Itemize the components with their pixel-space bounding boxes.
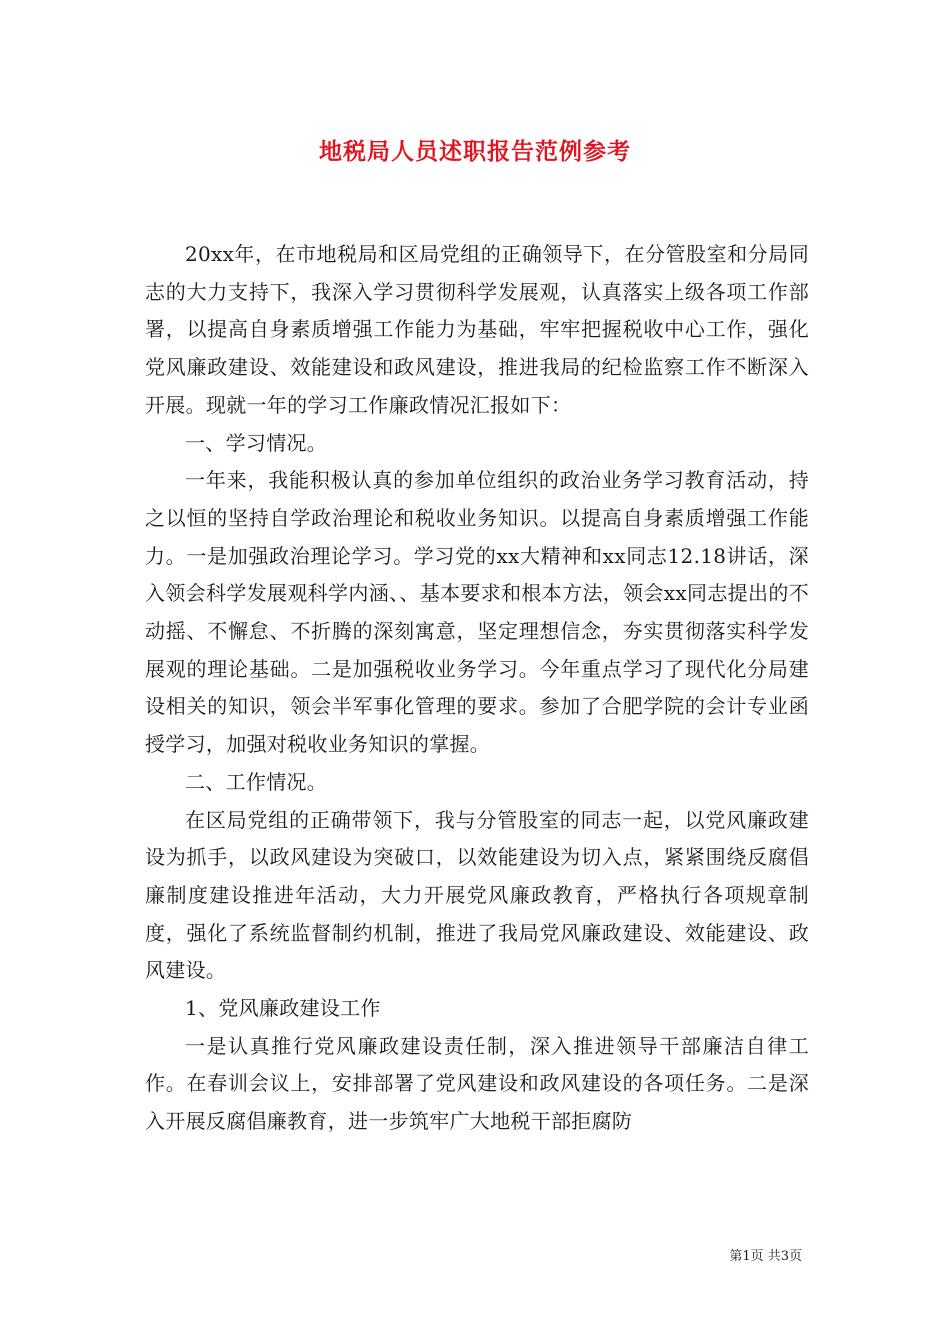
subsection-heading-integrity: 1、党风廉政建设工作 [185, 996, 381, 1021]
page-number: 第1页 共3页 [729, 1249, 802, 1264]
paragraph-work: 在区局党组的正确带领下，我与分管股室的同志一起，以党风廉政建设为抓手，以政风建设为突破口，以效能建设为切入点，紧紧围绕反腐倡廉制度建设推进年活动，大力开展党风廉政教育，严格执行各项规章制度，强化了系统监督制约机制，推进了我局党风廉政建设、效能建设、政风建设。 [145, 807, 809, 983]
section-heading-work: 二、工作情况。 [185, 769, 328, 794]
section-heading-study: 一、学习情况。 [185, 430, 328, 455]
document-title: 地税局人员述职报告范例参考 [319, 138, 631, 165]
paragraph-study: 一年来，我能积极认真的参加单位组织的政治业务学习教育活动，持之以恒的坚持自学政治理论和税收业务知识。以提高自身素质增强工作能力。一是加强政治理论学习。学习党的xx大精神和xx同志12.18讲话，深入领会科学发展观科学内涵、、基本要求和根本方法，领会xx同志提出的不动摇、不懈怠、不折腾的深刻寓意，坚定理想信念，夯实贯彻落实科学发展观的理论基础。二是加强税收业务学习。今年重点学习了现代化分局建设相关的知识，领会半军事化管理的要求。参加了合肥学院的会计专业函授学习，加强对税收业务知识的掌握。 [145, 468, 809, 757]
paragraph-intro: 20xx年，在市地税局和区局党组的正确领导下，在分管股室和分局同志的大力支持下，我深入学习贯彻科学发展观，认真落实上级各项工作部署，以提高自身素质增强工作能力为基础，牢牢把握税收中心工作，强化党风廉政建设、效能建设和政风建设，推进我局的纪检监察工作不断深入开展。现就一年的学习工作廉政情况汇报如下： [145, 242, 809, 417]
document-body [145, 236, 809, 1141]
paragraph-integrity: 一是认真推行党风廉政建设责任制，深入推进领导干部廉洁自律工作。在春训会议上，安排部署了党风建设和政风建设的各项任务。二是深入开展反腐倡廉教育，进一步筑牢广大地税干部拒腐防 [145, 1033, 809, 1134]
